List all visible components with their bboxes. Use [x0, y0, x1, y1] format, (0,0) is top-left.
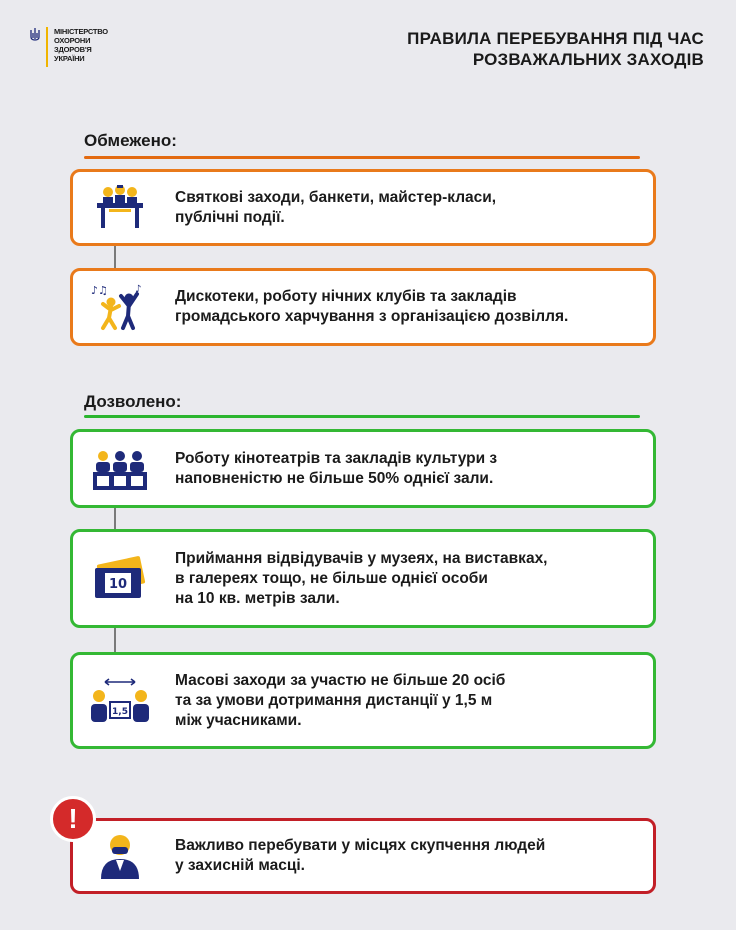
card-line: та за умови дотримання дистанції у 1,5 м: [175, 691, 493, 709]
warning-mask-card: [70, 818, 656, 894]
card-text: [175, 287, 568, 327]
ministry-logo: [30, 27, 108, 67]
card-line: на 10 кв. метрів зали.: [175, 589, 340, 607]
svg-text:♪: ♪: [135, 284, 142, 295]
social-distance-icon: [91, 676, 149, 726]
logo-line: ОХОРОНИ: [54, 36, 91, 45]
card-line: публічні події.: [175, 208, 285, 226]
ticket-number: 10: [108, 576, 128, 592]
person-mask-icon: [91, 831, 149, 881]
card-line: в галереях тощо, не більше однієї особи: [175, 569, 488, 587]
restricted-item-discos: [70, 268, 656, 346]
connector-line: [114, 627, 116, 653]
allowed-item-museums: [70, 529, 656, 628]
dancing-people-icon: [91, 282, 149, 332]
logo-text: [54, 27, 108, 63]
restricted-item-banquets: [70, 169, 656, 246]
banquet-icon: [91, 183, 149, 233]
restricted-heading: Обмежено:: [84, 131, 177, 150]
title-line: ПРАВИЛА ПЕРЕБУВАННЯ ПІД ЧАС: [407, 29, 704, 48]
card-line: Дискотеки, роботу нічних клубів та закладів: [175, 288, 517, 305]
allowed-item-mass-events: [70, 652, 656, 749]
card-line: Масові заходи за участю не більше 20 осіб: [175, 671, 506, 689]
card-line: між учасниками.: [175, 711, 302, 729]
card-line: наповненістю не більше 50% однієї зали.: [175, 469, 494, 487]
card-line: у захисній масці.: [175, 857, 305, 874]
card-text: [175, 671, 505, 731]
card-line: Святкові заходи, банкети, майстер-класи,: [175, 188, 497, 206]
title-line: РОЗВАЖАЛЬНИХ ЗАХОДІВ: [472, 50, 704, 69]
logo-line: ЗДОРОВ'Я: [54, 45, 92, 54]
card-text: [175, 836, 545, 876]
ticket-icon: [91, 554, 149, 604]
allowed-item-cinemas: [70, 429, 656, 508]
logo-divider: [46, 27, 48, 67]
logo-line: УКРАЇНИ: [54, 54, 85, 63]
cinema-audience-icon: [91, 444, 149, 494]
exclamation-alert-icon: !: [50, 796, 96, 842]
connector-line: [114, 245, 116, 269]
card-text: [175, 549, 548, 609]
card-line: Роботу кінотеатрів та закладів культури з: [175, 449, 498, 467]
trident-icon: [30, 28, 40, 42]
page-title: [407, 28, 704, 70]
logo-line: МІНІСТЕРСТВО: [54, 27, 108, 36]
allowed-heading: Дозволено:: [84, 392, 182, 411]
connector-line: [114, 507, 116, 531]
card-line: Важливо перебувати у місцях скупчення людей: [175, 837, 546, 854]
restricted-divider: [84, 156, 640, 159]
allowed-divider: [84, 415, 640, 418]
card-text: [175, 188, 496, 228]
card-line: Приймання відвідувачів у музеях, на виставках,: [175, 549, 548, 567]
distance-label: 1,5: [112, 706, 128, 717]
card-line: громадського харчування з організацією дозвілля.: [175, 308, 569, 325]
svg-text:♪♫: ♪♫: [91, 284, 108, 297]
card-text: [175, 449, 497, 489]
